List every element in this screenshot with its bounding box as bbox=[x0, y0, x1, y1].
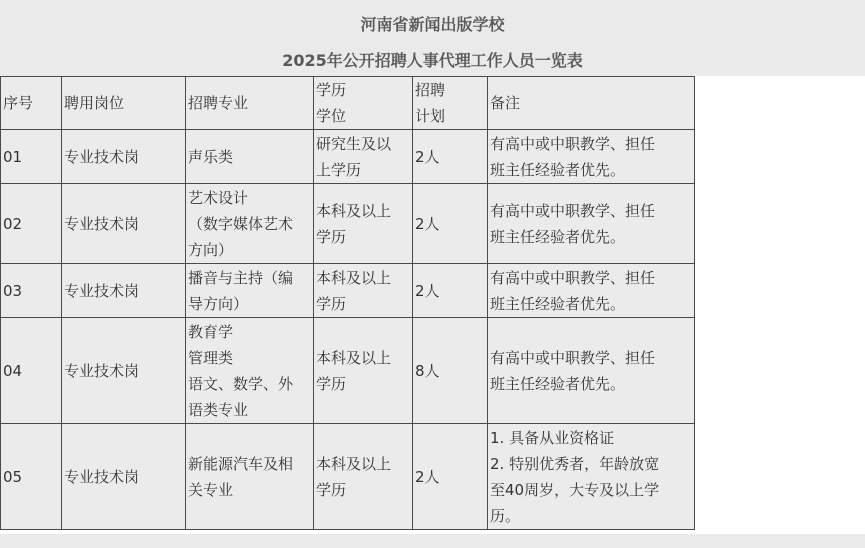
cell-note-line: 班主任经验者优先。 bbox=[490, 294, 626, 313]
cell-major bbox=[186, 130, 314, 184]
cell-note-line: 有高中或中职教学、担任 bbox=[490, 268, 656, 287]
cell-no: 01 bbox=[1, 130, 62, 184]
cell-note-line: 有高中或中职教学、担任 bbox=[490, 201, 656, 220]
cell-post: 专业技术岗 bbox=[62, 130, 186, 184]
cell-note-line: 至40周岁，大专及以上学 bbox=[490, 480, 660, 499]
table-row bbox=[1, 264, 695, 318]
cell-note-line: 班主任经验者优先。 bbox=[490, 160, 626, 179]
cell-education-line: 学历 bbox=[316, 227, 347, 246]
table-row bbox=[1, 318, 695, 424]
header-plan bbox=[413, 77, 488, 130]
cell-major-line: 关专业 bbox=[188, 480, 234, 499]
cell-education-line: 本科及以上 bbox=[316, 454, 392, 473]
header-plan-line2: 计划 bbox=[415, 107, 446, 125]
cell-major-line: 新能源汽车及相 bbox=[188, 454, 294, 473]
cell-plan: 2人 bbox=[413, 424, 488, 530]
header-post: 聘用岗位 bbox=[62, 77, 186, 130]
cell-education-line: 上学历 bbox=[316, 160, 362, 179]
cell-note bbox=[488, 184, 695, 264]
header-education bbox=[314, 77, 413, 130]
header-education-line2: 学位 bbox=[316, 107, 347, 125]
cell-major-line: 教育学 bbox=[188, 322, 234, 341]
cell-post: 专业技术岗 bbox=[62, 184, 186, 264]
cell-plan: 2人 bbox=[413, 130, 488, 184]
cell-no: 02 bbox=[1, 184, 62, 264]
cell-major-line: 播音与主持（编 bbox=[188, 268, 294, 287]
cell-major-line: 声乐类 bbox=[188, 147, 234, 166]
cell-major bbox=[186, 184, 314, 264]
header-education-line1: 学历 bbox=[316, 81, 347, 99]
cell-major bbox=[186, 318, 314, 424]
cell-major-line: 管理类 bbox=[188, 348, 234, 367]
cell-no: 05 bbox=[1, 424, 62, 530]
table-row bbox=[1, 130, 695, 184]
cell-education-line: 研究生及以 bbox=[316, 134, 392, 153]
title-band bbox=[0, 0, 865, 76]
cell-note bbox=[488, 130, 695, 184]
cell-note bbox=[488, 424, 695, 530]
cell-note bbox=[488, 318, 695, 424]
cell-education-line: 学历 bbox=[316, 294, 347, 313]
cell-major-line: 语文、数学、外 bbox=[188, 374, 294, 393]
header-no: 序号 bbox=[1, 77, 62, 130]
cell-note-line: 有高中或中职教学、担任 bbox=[490, 134, 656, 153]
cell-no: 04 bbox=[1, 318, 62, 424]
cell-note bbox=[488, 264, 695, 318]
cell-major-line: 艺术设计 bbox=[188, 188, 249, 207]
school-name: 河南省新闻出版学校 bbox=[360, 15, 505, 34]
bottom-band bbox=[0, 534, 865, 548]
cell-education-line: 本科及以上 bbox=[316, 201, 392, 220]
cell-education bbox=[314, 424, 413, 530]
cell-note-line: 历。 bbox=[490, 506, 521, 525]
cell-post: 专业技术岗 bbox=[62, 318, 186, 424]
cell-post: 专业技术岗 bbox=[62, 424, 186, 530]
cell-major-line: 方向） bbox=[188, 240, 234, 259]
cell-education bbox=[314, 264, 413, 318]
cell-note-line: 2. 特别优秀者，年龄放宽 bbox=[490, 454, 660, 473]
header-major: 招聘专业 bbox=[186, 77, 314, 130]
cell-education bbox=[314, 130, 413, 184]
cell-plan: 2人 bbox=[413, 264, 488, 318]
cell-education-line: 本科及以上 bbox=[316, 268, 392, 287]
recruitment-table bbox=[0, 76, 695, 530]
cell-no: 03 bbox=[1, 264, 62, 318]
cell-major bbox=[186, 264, 314, 318]
table-row bbox=[1, 424, 695, 530]
table-title: 2025年公开招聘人事代理工作人员一览表 bbox=[282, 51, 583, 70]
cell-education-line: 学历 bbox=[316, 480, 347, 499]
table-row bbox=[1, 184, 695, 264]
table-header-row bbox=[1, 77, 695, 130]
cell-major-line: 语类专业 bbox=[188, 400, 249, 419]
cell-post: 专业技术岗 bbox=[62, 264, 186, 318]
cell-plan: 2人 bbox=[413, 184, 488, 264]
cell-major-line: （数字媒体艺术 bbox=[188, 214, 294, 233]
cell-note-line: 班主任经验者优先。 bbox=[490, 374, 626, 393]
cell-major bbox=[186, 424, 314, 530]
header-plan-line1: 招聘 bbox=[415, 81, 446, 99]
cell-note-line: 有高中或中职教学、担任 bbox=[490, 348, 656, 367]
cell-major-line: 导方向） bbox=[188, 294, 249, 313]
cell-education-line: 学历 bbox=[316, 374, 347, 393]
cell-education-line: 本科及以上 bbox=[316, 348, 392, 367]
header-note: 备注 bbox=[488, 77, 695, 130]
cell-note-line: 班主任经验者优先。 bbox=[490, 227, 626, 246]
cell-education bbox=[314, 184, 413, 264]
cell-education bbox=[314, 318, 413, 424]
cell-plan: 8人 bbox=[413, 318, 488, 424]
cell-note-line: 1. 具备从业资格证 bbox=[490, 428, 615, 447]
